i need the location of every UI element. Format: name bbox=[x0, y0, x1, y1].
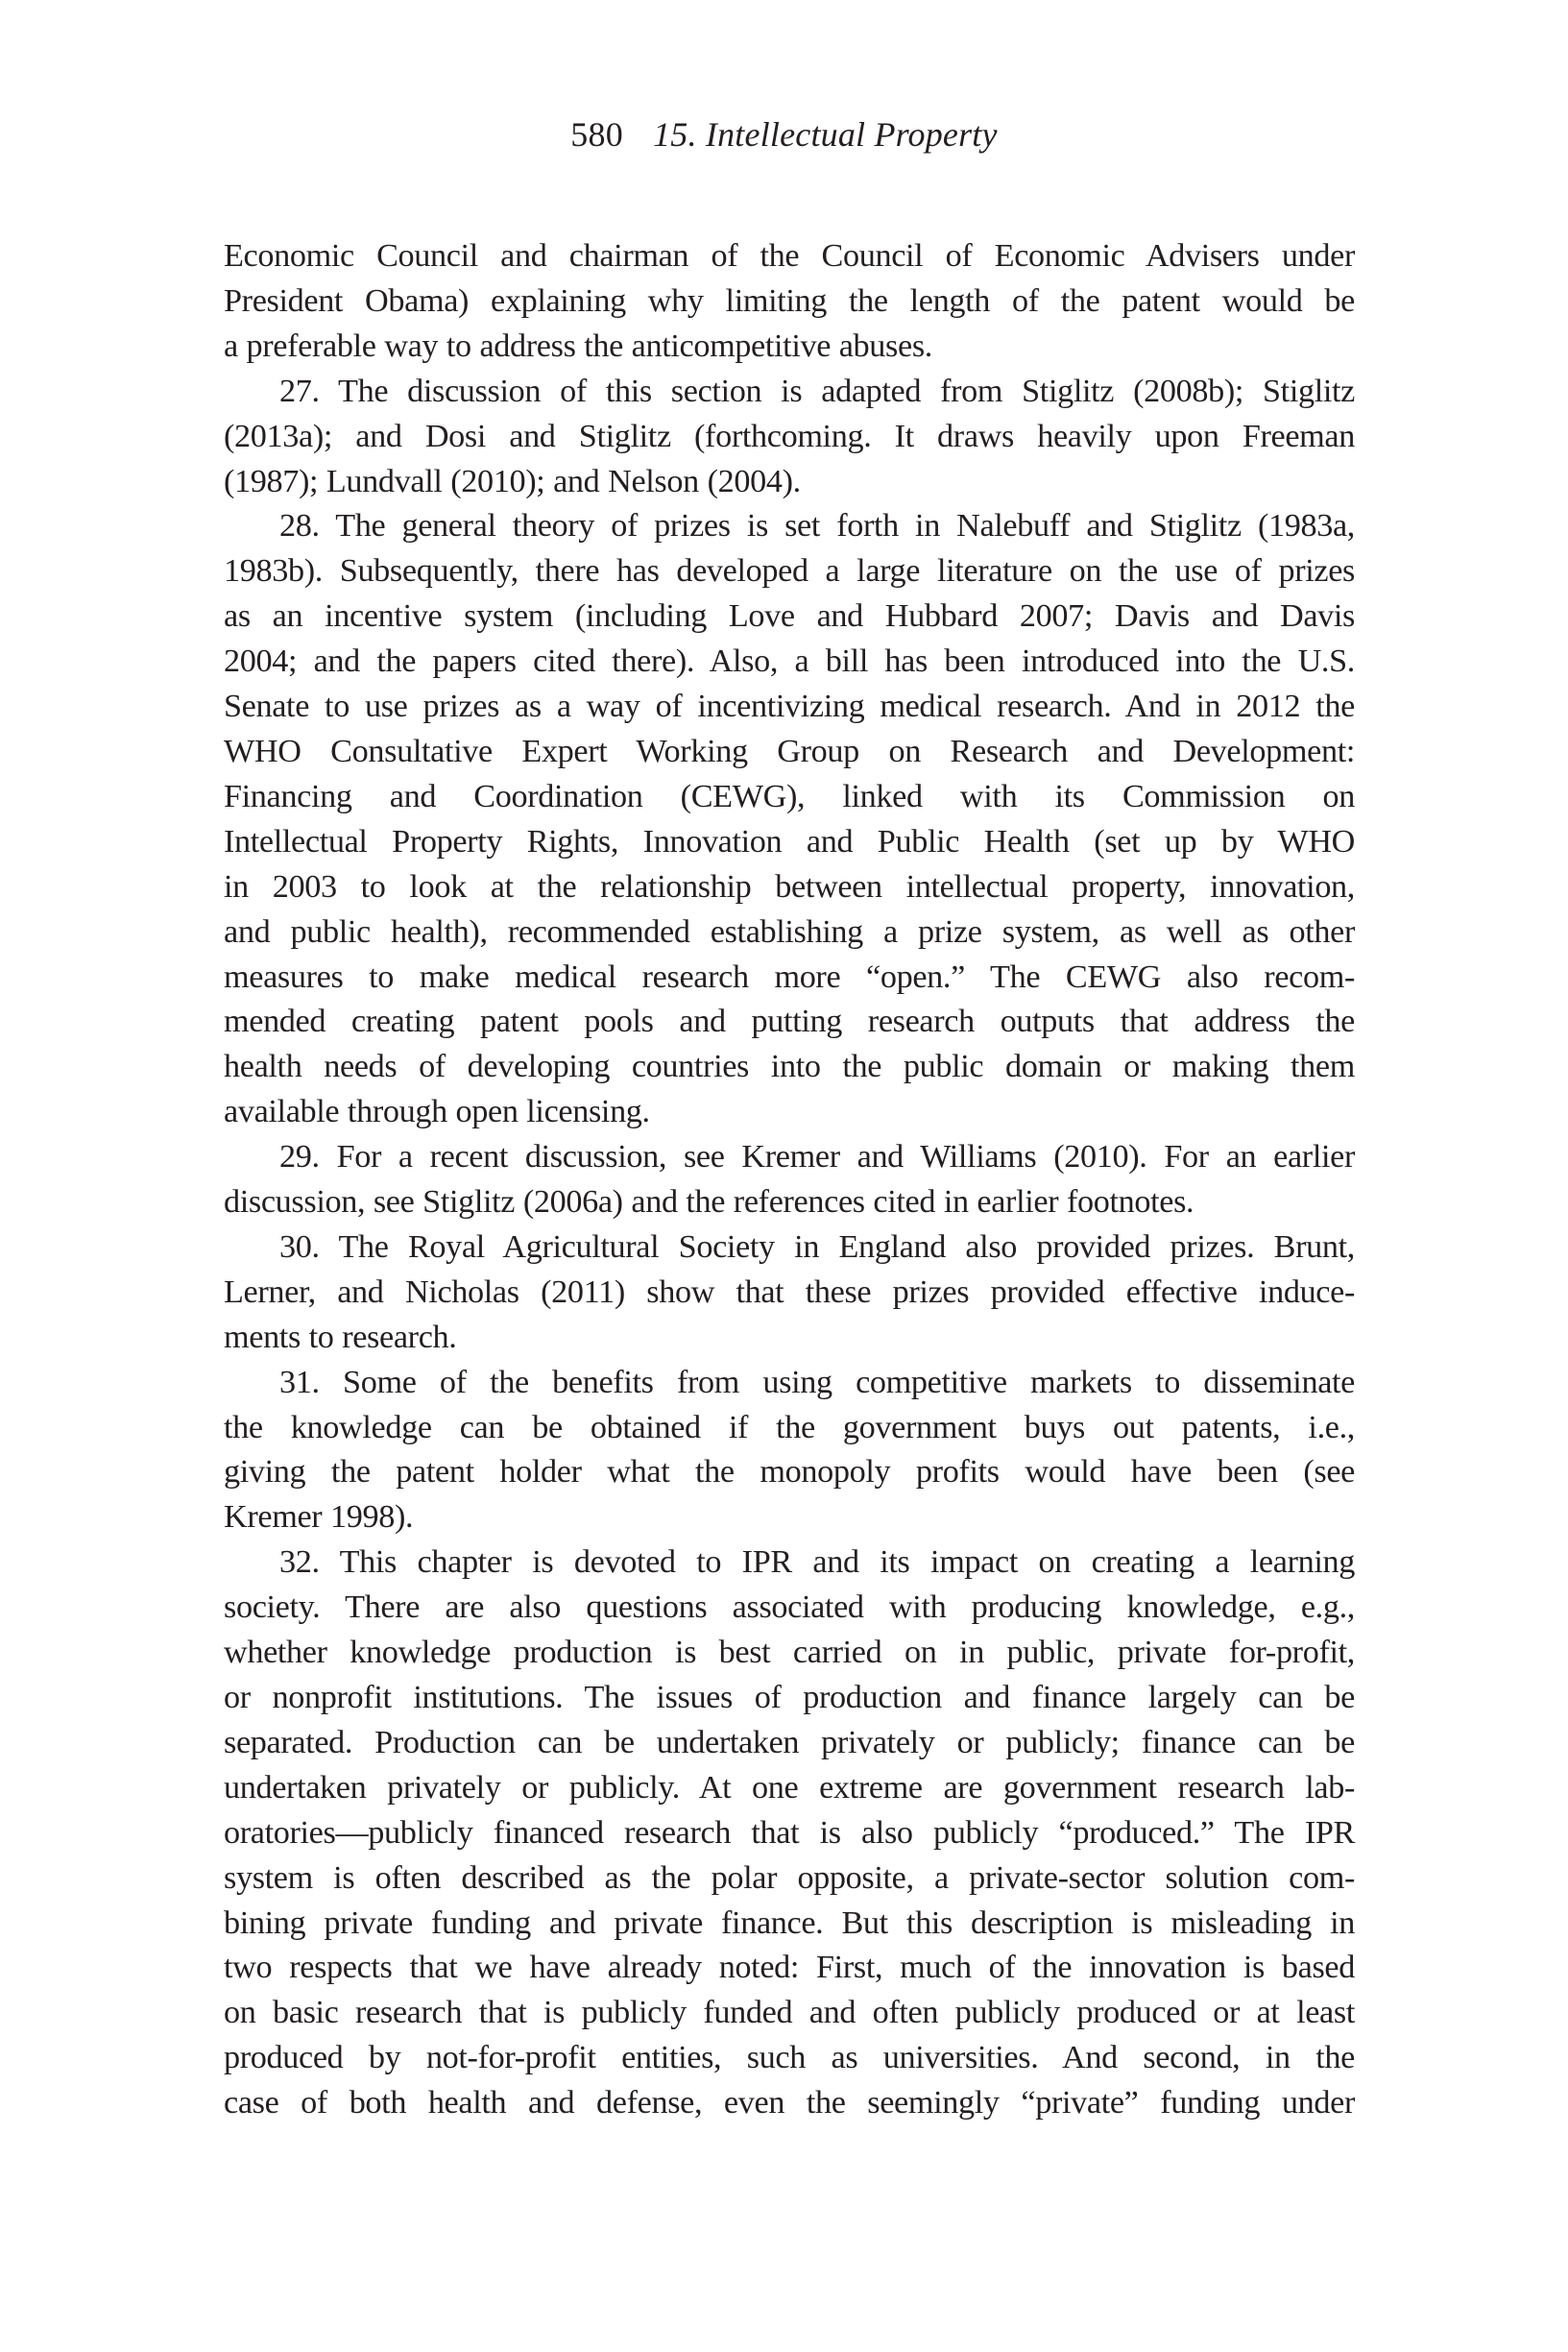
text-line: separated. Production can be undertaken privately or publicly; finance can be bbox=[224, 1724, 1355, 1760]
text-line: (1987); Lundvall (2010); and Nelson (2004). bbox=[224, 463, 801, 499]
text-line: measures to make medical research more “open.” The CEWG also recom- bbox=[224, 958, 1355, 995]
text-line: in 2003 to look at the relationship between intellectual property, innovation, bbox=[224, 868, 1355, 905]
text-line: as an incentive system (including Love and Hubbard 2007; Davis and Davis bbox=[224, 598, 1355, 635]
chapter-title: 15. Intellectual Property bbox=[653, 115, 998, 154]
text-line: system is often described as the polar opposite, a private-sector solution com- bbox=[224, 1859, 1355, 1896]
note-32 bbox=[224, 1540, 1355, 2126]
text-line: the knowledge can be obtained if the government buys out patents, i.e., bbox=[224, 1409, 1355, 1445]
note-28 bbox=[224, 504, 1355, 1135]
note-30 bbox=[224, 1225, 1355, 1361]
text-line: or nonprofit institutions. The issues of production and finance largely can be bbox=[224, 1680, 1355, 1715]
text-line: Senate to use prizes as a way of incentivizing medical research. And in 2012 the bbox=[224, 689, 1355, 725]
text-line: society. There are also questions associated with producing knowledge, e.g., bbox=[224, 1589, 1355, 1626]
text-line: 31. Some of the benefits from using competitive markets to disseminate bbox=[279, 1364, 1355, 1400]
notes-body bbox=[224, 234, 1355, 2126]
text-line: a preferable way to address the anticompetitive abuses. bbox=[224, 327, 932, 364]
text-line: 30. The Royal Agricultural Society in England also provided prizes. Brunt, bbox=[279, 1228, 1355, 1265]
text-line: mended creating patent pools and putting research outputs that address the bbox=[224, 1004, 1355, 1040]
note-29 bbox=[224, 1135, 1355, 1225]
text-line: whether knowledge production is best carried on in public, private for-profit, bbox=[224, 1635, 1355, 1671]
text-line: giving the patent holder what the monopoly profits would have been (see bbox=[224, 1454, 1355, 1491]
text-line: Lerner, and Nicholas (2011) show that these prizes provided effective induce- bbox=[224, 1273, 1355, 1310]
text-line: ments to research. bbox=[224, 1319, 457, 1355]
text-line: and public health), recommended establishing a prize system, as well as other bbox=[224, 913, 1355, 950]
text-line: Economic Council and chairman of the Council of Economic Advisers under bbox=[224, 238, 1355, 274]
text-line: discussion, see Stiglitz (2006a) and the references cited in earlier footnotes. bbox=[224, 1184, 1194, 1221]
text-line: (2013a); and Dosi and Stiglitz (forthcoming. It draws heavily upon Freeman bbox=[224, 418, 1355, 454]
text-line: available through open licensing. bbox=[224, 1094, 650, 1130]
text-line: Kremer 1998). bbox=[224, 1499, 414, 1536]
text-line: 27. The discussion of this section is adapted from Stiglitz (2008b); Stiglitz bbox=[279, 373, 1355, 409]
note-27 bbox=[224, 370, 1355, 505]
text-line: President Obama) explaining why limiting the length of the patent would be bbox=[224, 282, 1355, 319]
text-line: on basic research that is publicly funded and often publicly produced or at least bbox=[224, 1995, 1355, 2031]
text-line: Financing and Coordination (CEWG), linked with its Commission on bbox=[224, 778, 1355, 814]
text-line: Intellectual Property Rights, Innovation and Public Health (set up by WHO bbox=[224, 823, 1355, 860]
text-line: case of both health and defense, even the seemingly “private” funding under bbox=[224, 2085, 1355, 2122]
text-line: oratories—publicly financed research that is also publicly “produced.” The IPR bbox=[224, 1814, 1355, 1851]
note-26-continuation bbox=[224, 234, 1355, 370]
text-line: 1983b). Subsequently, there has developed a large literature on the use of prizes bbox=[224, 553, 1355, 590]
text-line: two respects that we have already noted: First, much of the innovation is based bbox=[224, 1950, 1355, 1986]
running-head bbox=[0, 113, 1568, 156]
text-line: health needs of developing countries into the public domain or making them bbox=[224, 1049, 1355, 1085]
text-line: 2004; and the papers cited there). Also, a bill has been introduced into the U.S. bbox=[224, 643, 1355, 680]
text-line: produced by not-for-profit entities, such as universities. And second, in the bbox=[224, 2040, 1355, 2076]
text-line: 32. This chapter is devoted to IPR and its impact on creating a learning bbox=[279, 1544, 1355, 1581]
page-number: 580 bbox=[570, 115, 623, 154]
text-line: 28. The general theory of prizes is set forth in Nalebuff and Stiglitz (1983a, bbox=[279, 508, 1355, 545]
text-line: WHO Consultative Expert Working Group on Research and Development: bbox=[224, 733, 1355, 769]
text-line: bining private funding and private finance. But this description is misleading in bbox=[224, 1904, 1355, 1941]
text-line: undertaken privately or publicly. At one extreme are government research lab- bbox=[224, 1769, 1355, 1806]
text-line: 29. For a recent discussion, see Kremer and Williams (2010). For an earlier bbox=[279, 1139, 1355, 1176]
note-31 bbox=[224, 1361, 1355, 1541]
